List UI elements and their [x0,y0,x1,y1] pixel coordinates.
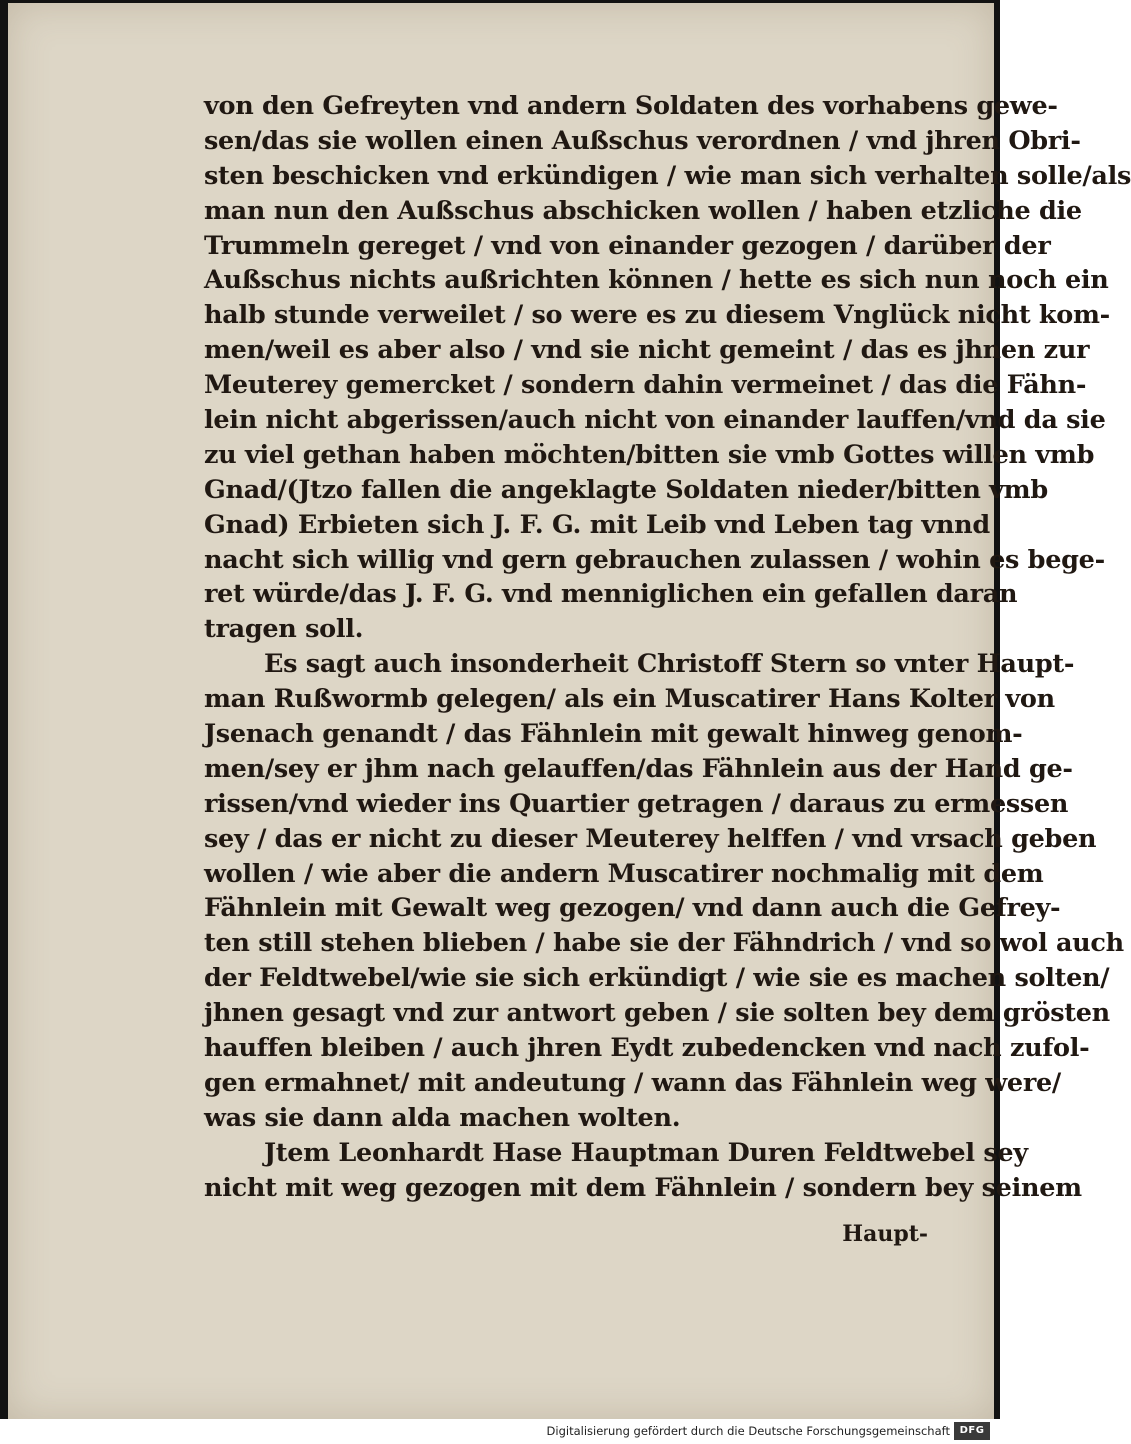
text-line: man Rußwormb gelegen/ als ein Muscatirer Hans Kolter von [204,684,1055,715]
text-line: Es sagt auch insonderheit Christoff Stern so vnter Haupt- [264,649,1075,680]
text-line: sten beschicken vnd erkündigen / wie man sich verhalten solle/als [204,160,1131,191]
catchword: Haupt- [842,1221,928,1247]
text-line: rissen/vnd wieder ins Quartier getragen / daraus zu ermessen [204,788,1069,819]
funding-notice: Digitalisierung gefördert durch die Deutsche Forschungsgemeinschaft [546,1424,950,1438]
text-line: zu viel gethan haben möchten/bitten sie vmb Gottes willen vmb [204,439,1095,470]
text-line: ten still stehen blieben / habe sie der Fähndrich / vnd so wol auch [204,928,1124,959]
book-page [8,3,1131,1419]
text-line: lein nicht abgerissen/auch nicht von einander lauffen/vnd da sie [204,405,1106,436]
text-line: sen/das sie wollen einen Außschus verordnen / vnd jhren Obri- [204,125,1081,156]
footer-bar [0,1419,1000,1444]
text-line: halb stunde verweilet / so were es zu diesem Vnglück nicht kom- [204,300,1110,331]
text-line: hauffen bleiben / auch jhren Eydt zubedencken vnd nach zufol- [204,1033,1090,1064]
text-line: Jtem Leonhardt Hase Hauptman Duren Feldtwebel sey [264,1137,1028,1168]
text-line: Jsenach genandt / das Fähnlein mit gewalt hinweg genom- [204,719,1023,750]
text-line: Trummeln gereget / vnd von einander gezogen / darüber der [204,230,1051,261]
text-line: nicht mit weg gezogen mit dem Fähnlein / sondern bey seinem [204,1172,1082,1203]
text-line: Gnad) Erbieten sich J. F. G. mit Leib vnd Leben tag vnnd [204,509,990,540]
text-line: tragen soll. [204,614,364,645]
text-line: Meuterey gemercket / sondern dahin vermeinet / das die Fähn- [204,370,1087,401]
text-line: Fähnlein mit Gewalt weg gezogen/ vnd dann auch die Gefrey- [204,893,1061,924]
text-line: gen ermahnet/ mit andeutung / wann das Fähnlein weg were/ [204,1067,1061,1098]
text-line: wollen / wie aber die andern Muscatirer nochmalig mit dem [204,858,1044,889]
text-line: jhnen gesagt vnd zur antwort geben / sie solten bey dem grösten [204,998,1110,1029]
text-line: der Feldtwebel/wie sie sich erkündigt / wie sie es machen solten/ [204,963,1110,994]
text-line: Gnad/(Jtzo fallen die angeklagte Soldaten nieder/bitten vmb [204,474,1048,505]
text-line: von den Gefreyten vnd andern Soldaten des vorhabens gewe- [204,91,1058,121]
text-line: nacht sich willig vnd gern gebrauchen zulassen / wohin es bege- [204,544,1105,575]
text-line: men/weil es aber also / vnd sie nicht gemeint / das es jhnen zur [204,335,1090,366]
text-line: Außschus nichts außrichten können / hette es sich nun noch ein [204,265,1109,296]
text-line: was sie dann alda machen wolten. [204,1102,681,1133]
dfg-logo: DFG [954,1422,990,1440]
text-line: man nun den Außschus abschicken wollen / haben etzliche die [204,195,1082,226]
text-line: sey / das er nicht zu dieser Meuterey helffen / vnd vrsach geben [204,823,1097,854]
text-line: ret würde/das J. F. G. vnd menniglichen ein gefallen daran [204,579,1018,610]
page-text-block [204,89,1131,1206]
text-line: men/sey er jhm nach gelauffen/das Fähnlein aus der Hand ge- [204,753,1073,784]
